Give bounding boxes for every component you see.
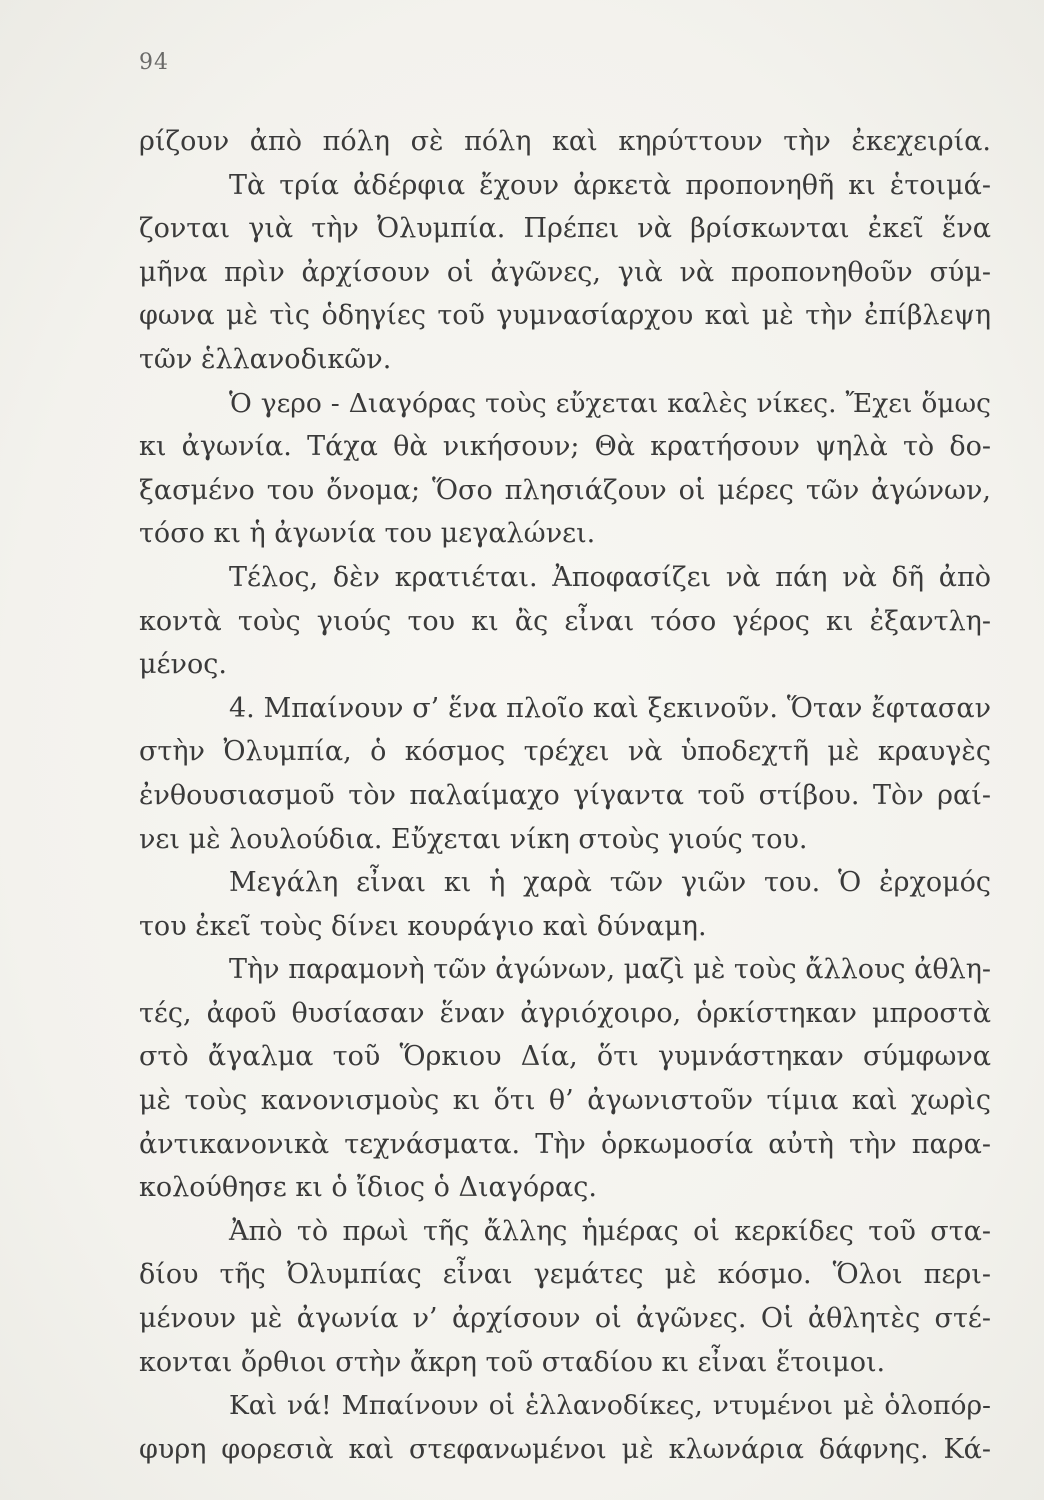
text-line: ἀντικανονικὰ τεχνάσματα. Τὴν ὁρκωμοσία αὐτὴ τὴν παρα- [139, 1128, 991, 1160]
text-line: μῆνα πρὶν ἀρχίσουν οἱ ἀγῶνες, γιὰ νὰ προπονηθοῦν σύμ- [139, 256, 991, 288]
text-line: στὸ ἄγαλμα τοῦ Ὅρκιου Δία, ὅτι γυμνάστηκαν σύμφωνα [139, 1041, 991, 1073]
text-line: δίου τῆς Ὀλυμπίας εἶναι γεμάτες μὲ κόσμο. Ὅλοι περι- [139, 1259, 991, 1291]
page-number: 94 [139, 50, 169, 75]
body-text [139, 120, 991, 1471]
text-line: Τέλος, δὲν κρατιέται. Ἀποφασίζει νὰ πάη νὰ δῆ ἀπὸ [229, 561, 991, 593]
text-line: τόσο κι ἡ ἀγωνία του μεγαλώνει. [139, 518, 596, 550]
text-line: ρίζουν ἀπὸ πόλη σὲ πόλη καὶ κηρύττουν τὴν ἐκεχειρία. [139, 126, 991, 157]
text-line: ζονται γιὰ τὴν Ὀλυμπία. Πρέπει νὰ βρίσκωνται ἐκεῖ ἕνα [139, 213, 991, 245]
text-line: φωνα μὲ τὶς ὁδηγίες τοῦ γυμνασίαρχου καὶ μὲ τὴν ἐπίβλεψη [139, 300, 991, 332]
text-line: μένουν μὲ ἀγωνία ν’ ἀρχίσουν οἱ ἀγῶνες. Οἱ ἀθλητὲς στέ- [139, 1303, 991, 1335]
text-line: ξασμένο του ὄνομα; Ὅσο πλησιάζουν οἱ μέρες τῶν ἀγώνων, [139, 474, 991, 506]
text-line: κολούθησε κι ὁ ἴδιος ὁ Διαγόρας. [139, 1172, 597, 1204]
text-line: κι ἀγωνία. Τάχα θὰ νικήσουν; Θὰ κρατήσουν ψηλὰ τὸ δο- [139, 431, 991, 463]
text-line: στὴν Ὀλυμπία, ὁ κόσμος τρέχει νὰ ὑποδεχτῆ μὲ κραυγὲς [139, 736, 991, 768]
text-line: τῶν ἑλλανοδικῶν. [139, 343, 392, 375]
text-line: νει μὲ λουλούδια. Εὔχεται νίκη στοὺς γιούς του. [139, 823, 808, 855]
text-line: Καὶ νά! Μπαίνουν οἱ ἑλλανοδίκες, ντυμένοι μὲ ὁλοπόρ- [229, 1390, 991, 1422]
text-line: 4. Μπαίνουν σ’ ἕνα πλοῖο καὶ ξεκινοῦν. Ὅταν ἔφτασαν [229, 692, 991, 724]
text-line: Ὁ γερο - Διαγόρας τοὺς εὔχεται καλὲς νίκες. Ἔχει ὅμως [229, 387, 991, 419]
text-line: του ἐκεῖ τοὺς δίνει κουράγιο καὶ δύναμη. [139, 910, 707, 942]
text-line: τές, ἀφοῦ θυσίασαν ἕναν ἀγριόχοιρο, ὁρκίστηκαν μπροστὰ [139, 997, 991, 1029]
text-line: κοντὰ τοὺς γιούς του κι ἂς εἶναι τόσο γέρος κι ἐξαντλη- [139, 605, 991, 637]
text-line: Μεγάλη εἶναι κι ἡ χαρὰ τῶν γιῶν του. Ὁ ἐρχομός [229, 867, 991, 899]
text-line: κονται ὄρθιοι στὴν ἄκρη τοῦ σταδίου κι εἶναι ἕτοιμοι. [139, 1346, 886, 1378]
text-line: Τὰ τρία ἀδέρφια ἔχουν ἀρκετὰ προπονηθῆ κι ἑτοιμά- [229, 169, 991, 201]
text-line: μὲ τοὺς κανονισμοὺς κι ὅτι θ’ ἀγωνιστοῦν τίμια καὶ χωρὶς [139, 1085, 991, 1117]
text-line: ἐνθουσιασμοῦ τὸν παλαίμαχο γίγαντα τοῦ στίβου. Τὸν ραί- [139, 779, 991, 811]
text-line: Ἀπὸ τὸ πρωὶ τῆς ἄλλης ἡμέρας οἱ κερκίδες τοῦ στα- [229, 1215, 991, 1247]
text-line: Τὴν παραμονὴ τῶν ἀγώνων, μαζὶ μὲ τοὺς ἄλλους ἀθλη- [229, 954, 991, 986]
text-line: φυρη φορεσιὰ καὶ στεφανωμένοι μὲ κλωνάρια δάφνης. Κά- [139, 1433, 991, 1465]
text-line: μένος. [139, 649, 227, 681]
